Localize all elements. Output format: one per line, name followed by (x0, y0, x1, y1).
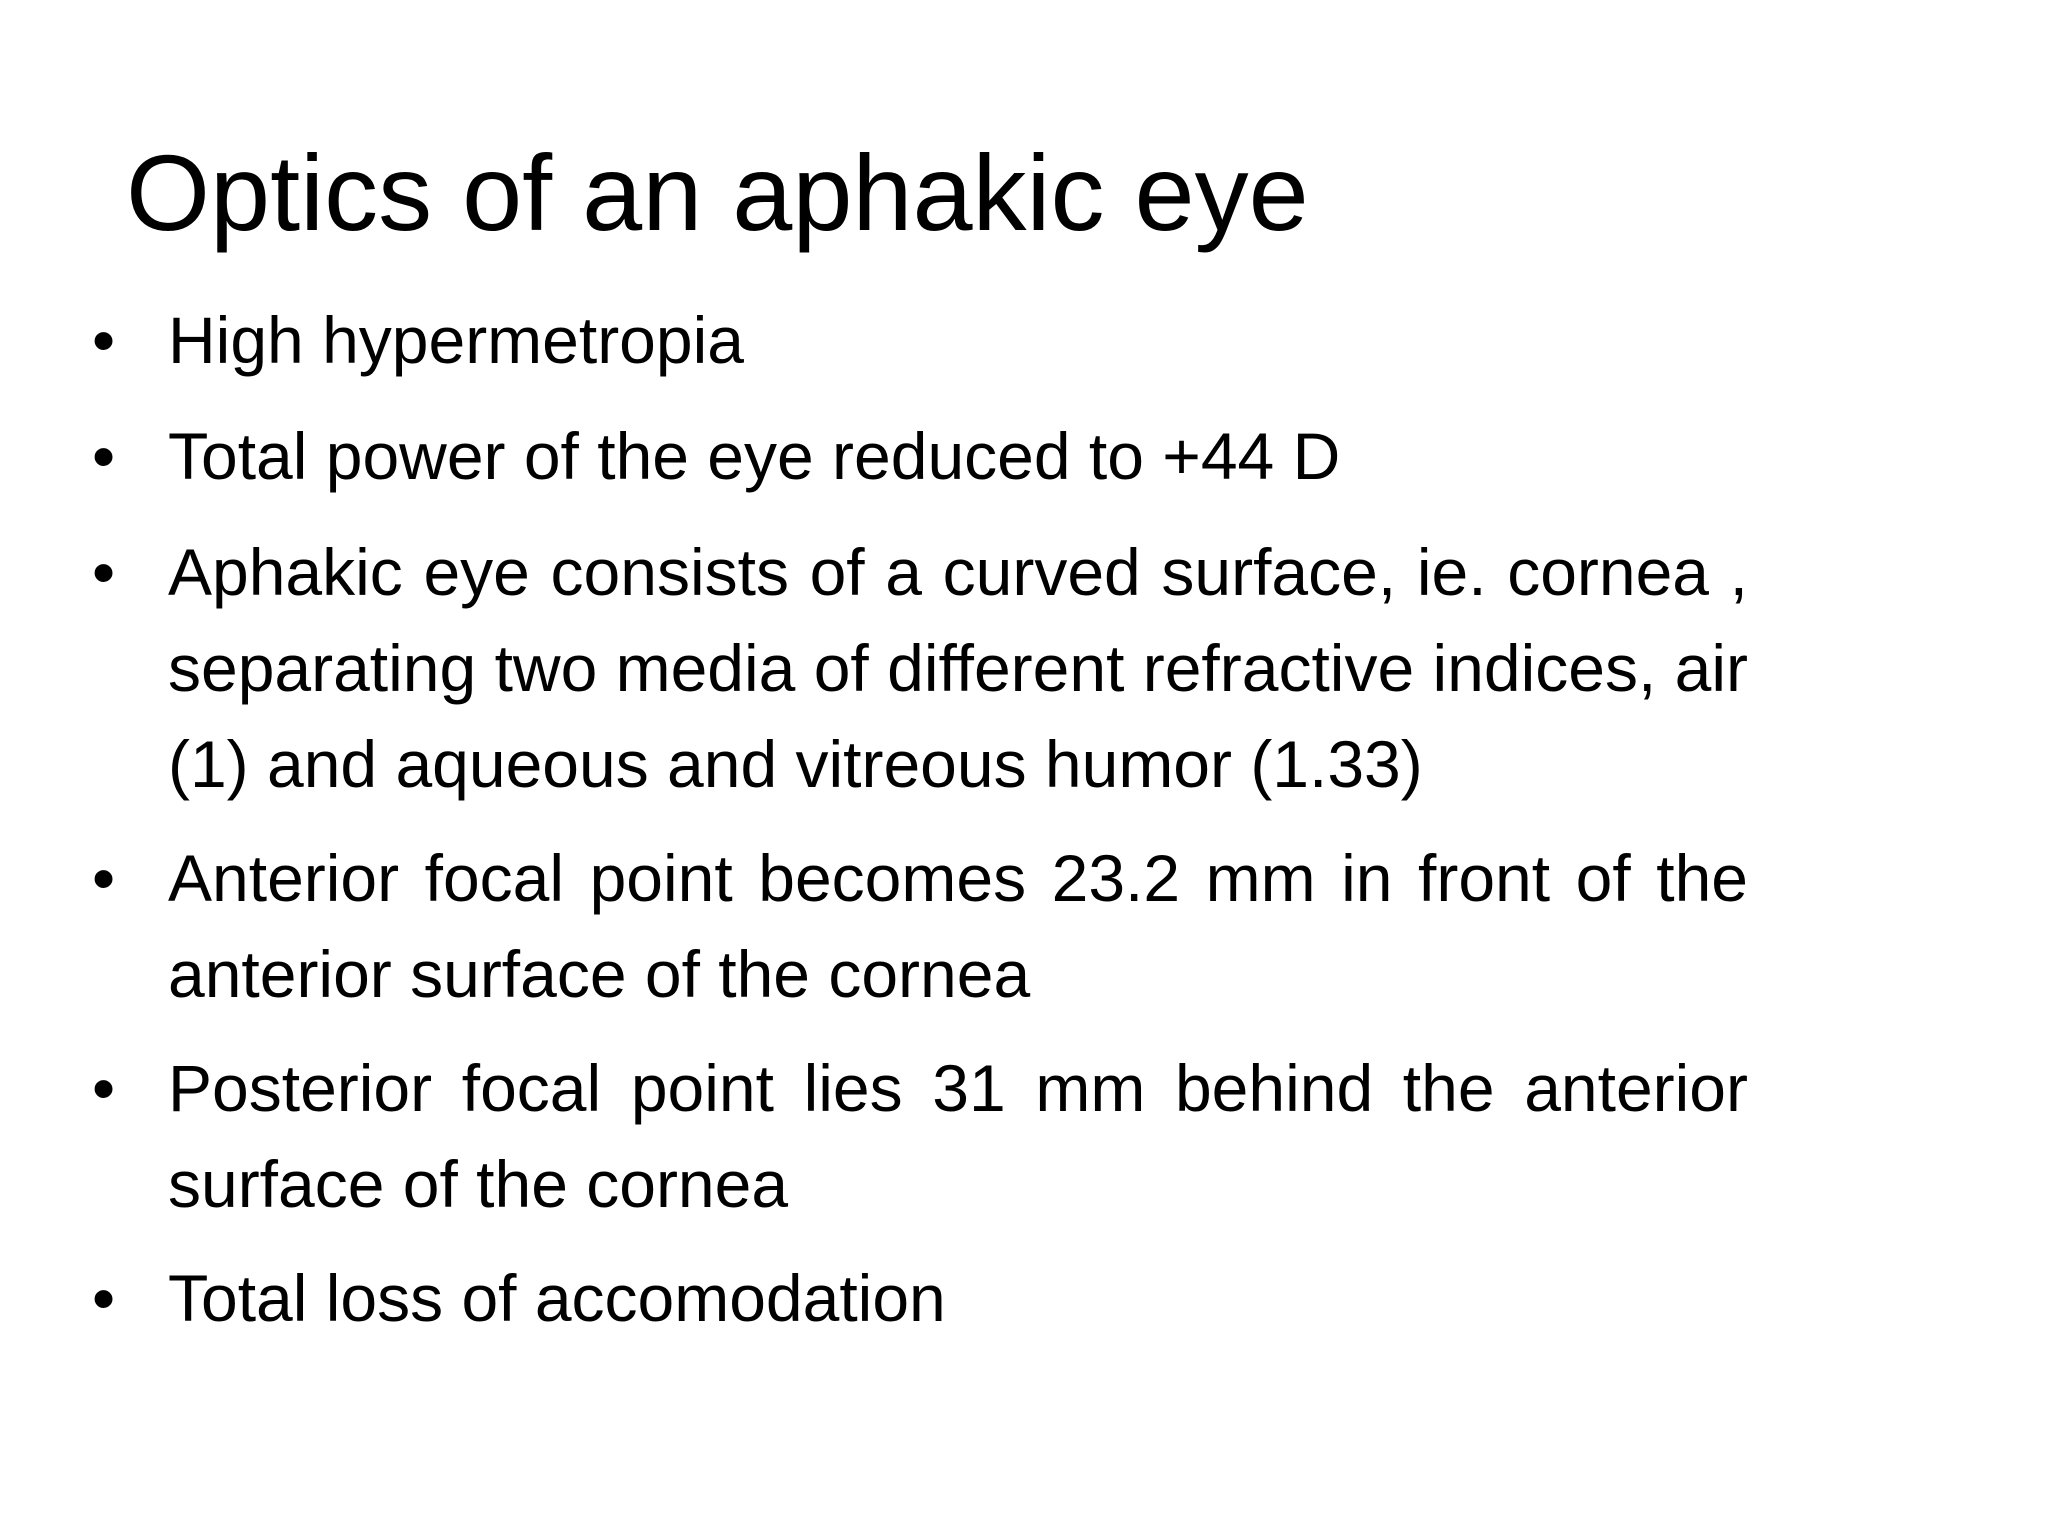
bullet-item (88, 1250, 1748, 1346)
bullet-text: Anterior focal point becomes 23.2 mm in front of the anterior surface of the cornea (168, 841, 1748, 1011)
bullet-item (88, 830, 1748, 1022)
bullet-text: High hypermetropia (168, 303, 744, 377)
bullet-text: Posterior focal point lies 31 mm behind the anterior surface of the cornea (168, 1051, 1748, 1221)
bullet-icon: • (92, 303, 116, 377)
bullet-icon: • (92, 841, 116, 915)
bullet-item (88, 408, 1748, 504)
bullet-item (88, 524, 1748, 812)
bullet-text: Total loss of accomodation (168, 1261, 946, 1335)
bullet-list (88, 292, 1748, 1364)
bullet-icon: • (92, 419, 116, 493)
slide-title: Optics of an aphakic eye (126, 132, 1309, 253)
bullet-text: Total power of the eye reduced to +44 D (168, 419, 1341, 493)
bullet-icon: • (92, 535, 116, 609)
bullet-item (88, 292, 1748, 388)
bullet-text: Aphakic eye consists of a curved surface, ie. cornea , separating two media of different refractive indices, air (1) and aqueous and vitreous humor (1.33) (168, 535, 1748, 801)
bullet-icon: • (92, 1261, 116, 1335)
bullet-item (88, 1040, 1748, 1232)
bullet-icon: • (92, 1051, 116, 1125)
